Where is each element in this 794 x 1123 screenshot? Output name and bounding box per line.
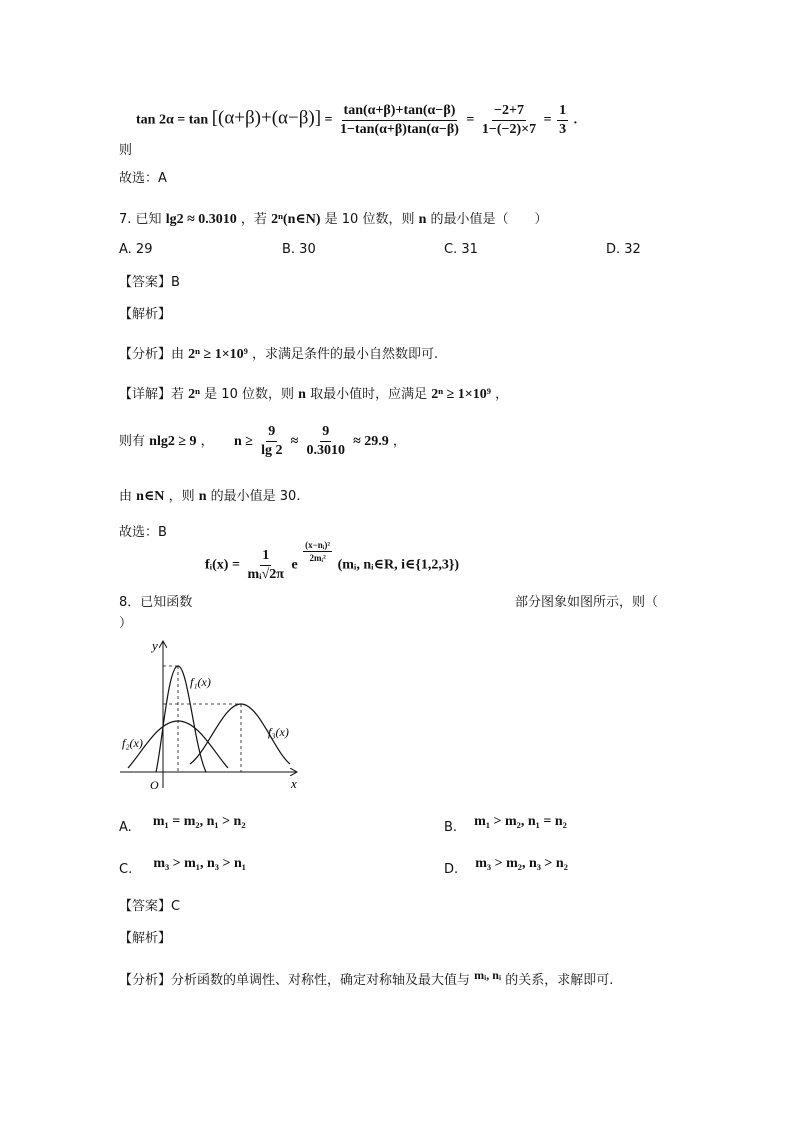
q7-fenxi-b: ，求满足条件的最小自然数即可.	[252, 347, 439, 362]
graph-y-label: y	[152, 638, 158, 653]
q8-func-e: e	[291, 557, 298, 573]
q8-stem-a: 8．已知函数	[119, 595, 193, 610]
q7-you-m2: n	[198, 489, 207, 504]
q7-stem-d: 的最小值是（ ）	[430, 212, 548, 227]
q8-option-b	[444, 816, 567, 836]
q7-you-b: ，则	[168, 489, 195, 504]
q7-detail	[119, 383, 508, 403]
q7-stem	[119, 208, 548, 228]
q7-option-a: A. 29	[119, 242, 153, 257]
q7-ze-line	[119, 424, 406, 459]
graph-x-label: x	[291, 776, 297, 791]
q7-ze-frac1-den: lg 2	[261, 443, 283, 458]
tan-identity-equation	[136, 103, 577, 138]
q8-stem-b: 部分图象如图所示，则（	[515, 595, 659, 610]
q7-fenxi	[119, 343, 438, 363]
q8-function-definition	[205, 540, 460, 583]
q6-choice: 故选：A	[119, 171, 167, 186]
q7-ze-frac1-num: 9	[266, 424, 277, 442]
q7-choice: 故选：B	[119, 525, 167, 540]
q8-func-cond: (mᵢ, nᵢ∈R, i∈{1,2,3})	[337, 557, 460, 573]
q8-option-b-letter: B.	[444, 820, 458, 835]
q7-ze-frac1	[259, 424, 284, 459]
q8-jiexi: 【解析】	[119, 931, 172, 946]
q7-stem-c: 是 10 位数，则	[324, 212, 415, 227]
tan-sum-fraction	[338, 103, 461, 138]
numeric-numerator: −2+7	[492, 103, 526, 121]
q7-detail-d: ，	[495, 387, 509, 402]
tan-sum-numerator: tan(α+β)+tan(α−β)	[342, 103, 458, 121]
q7-option-b: B. 30	[282, 242, 316, 257]
q7-detail-m1: 2ⁿ	[188, 387, 201, 402]
q7-detail-m3: 2ⁿ ≥ 1×10⁹	[431, 387, 491, 402]
tan-eq-1: =	[324, 112, 333, 128]
q7-fenxi-math: 2ⁿ ≥ 1×10⁹	[188, 347, 248, 362]
q7-n: n	[418, 212, 427, 227]
result-fraction	[557, 103, 568, 138]
q7-you-c: 的最小值是 30.	[210, 489, 301, 504]
q8-fenxi	[119, 969, 613, 988]
q7-detail-a: 【详解】若	[119, 387, 185, 402]
q7-detail-m2: n	[298, 387, 306, 402]
q8-func-den: mᵢ√2π	[247, 567, 284, 582]
q8-option-d-math: m₃ > m₂, n₃ > n₂	[475, 856, 568, 871]
q8-fenxi-a: 【分析】分析函数的单调性、对称性，确定对称轴及最大值与	[119, 973, 471, 988]
q8-fenxi-m: mᵢ, nᵢ	[474, 968, 502, 982]
graph-f1-label: f₁(x)	[190, 675, 211, 689]
q8-func-exponent	[303, 540, 332, 563]
q7-jiexi: 【解析】	[119, 307, 172, 322]
q8-func-fraction	[245, 548, 286, 583]
q7-stem-a: 7. 已知	[119, 212, 162, 227]
q7-ze-approx1: ≈	[290, 434, 299, 449]
q8-func-exp-den: 2mᵢ²	[309, 553, 326, 563]
q8-func-num: 1	[260, 548, 271, 566]
q7-ze-end: ，	[392, 434, 406, 449]
tan-eq-2: =	[466, 112, 475, 128]
graph-f3-label: f₃(x)	[268, 725, 289, 739]
q8-fenxi-b: 的关系，求解即可.	[505, 973, 614, 988]
q8-option-c-letter: C.	[119, 862, 133, 877]
q8-function-graph	[118, 636, 308, 796]
q8-answer: 【答案】C	[119, 899, 181, 914]
tan-period: .	[573, 112, 578, 128]
q7-you-line	[119, 485, 300, 505]
q7-option-c: C. 31	[444, 242, 478, 257]
tan-lhs: tan 2α = tan	[136, 112, 209, 128]
q7-answer: 【答案】B	[119, 275, 180, 290]
q8-option-d	[444, 858, 568, 878]
q7-detail-c: 取最小值时，应满足	[310, 387, 428, 402]
numeric-denominator: 1−(−2)×7	[481, 122, 537, 137]
q8-func-exp-num: (x−nᵢ)²	[305, 540, 331, 550]
q7-ze-a: 则有	[119, 434, 146, 449]
result-numerator: 1	[557, 103, 568, 121]
numeric-fraction	[480, 103, 538, 138]
q7-option-d: D. 32	[606, 242, 641, 257]
q8-option-d-letter: D.	[444, 862, 459, 877]
q8-func-lhs: fᵢ(x) =	[205, 557, 240, 573]
q7-fenxi-a: 【分析】由	[119, 347, 185, 362]
q7-ze-comma: ，	[200, 434, 214, 449]
q7-ze-frac2	[304, 424, 347, 459]
q7-detail-b: 是 10 位数，则	[204, 387, 294, 402]
q8-option-a-letter: A.	[119, 820, 132, 835]
q8-stem-c: ）	[119, 616, 133, 631]
q7-you-a: 由	[119, 489, 133, 504]
tan-sum-denominator: 1−tan(α+β)tan(α−β)	[340, 122, 459, 137]
tan-eq-3: =	[543, 112, 552, 128]
q7-cond1: lg2 ≈ 0.3010	[165, 212, 237, 227]
tan-bracket: [(α+β)+(α−β)]	[211, 107, 322, 129]
q7-ze-frac2-den: 0.3010	[306, 443, 345, 458]
q7-stem-b: ，若	[240, 212, 267, 227]
graph-origin-label: O	[150, 778, 159, 792]
graph-f2-label: f₂(x)	[122, 736, 143, 750]
q8-option-a-math: m₁ = m₂, n₁ > n₂	[152, 814, 246, 829]
q8-option-c	[119, 858, 246, 878]
ze-label: 则	[119, 143, 133, 158]
q7-ze-frac2-num: 9	[320, 424, 331, 442]
q7-ze-n-ge: n ≥	[233, 434, 253, 449]
q8-option-b-math: m₁ > m₂, n₁ = n₂	[474, 814, 567, 829]
q7-ze-m1: nlg2 ≥ 9	[149, 434, 197, 449]
result-denominator: 3	[559, 122, 567, 137]
q7-ze-approx2: ≈ 29.9	[353, 434, 389, 449]
q8-option-a	[119, 816, 246, 836]
q7-you-m1: n∈N	[136, 489, 165, 504]
q8-option-c-math: m₃ > m₁, n₃ > n₁	[153, 856, 246, 871]
q7-cond2: 2ⁿ(n∈N)	[271, 212, 321, 227]
